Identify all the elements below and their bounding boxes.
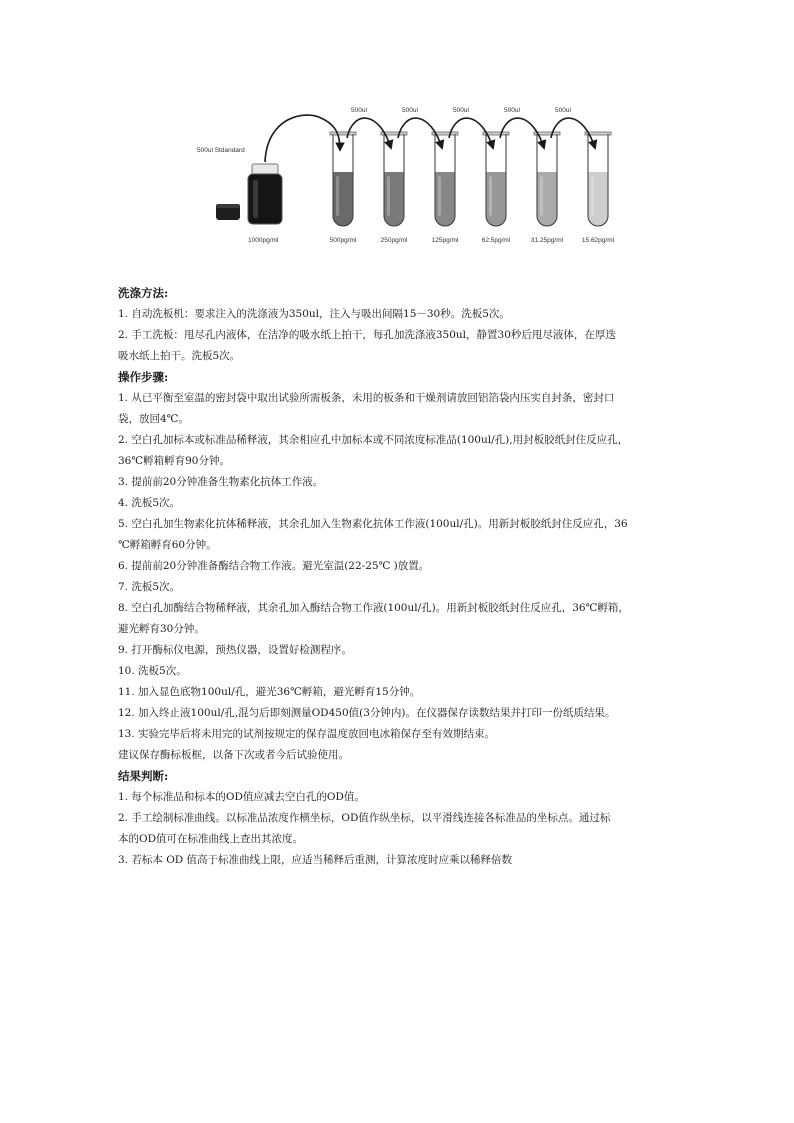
transfer-arrow xyxy=(265,115,340,162)
procedure-heading: 操作步骤: xyxy=(118,370,169,384)
dilution-tube xyxy=(483,132,509,226)
procedure-line: 7. 洗板5次。 xyxy=(118,581,181,593)
washing-section xyxy=(118,304,688,367)
washing-line: 2. 手工洗板：甩尽孔内液体，在洁净的吸水纸上拍干，每孔加洗涤液350ul，静置30秒后甩尽液体，在厚迭 xyxy=(118,329,616,341)
dilution-tube xyxy=(534,132,560,226)
procedure-line: 5. 空白孔加生物素化抗体稀释液，其余孔加入生物素化抗体工作液(100ul/孔)。用新封板胶纸封住反应孔，36 xyxy=(118,518,628,530)
dilution-tube xyxy=(432,132,458,226)
washing-line: 1. 自动洗板机：要求注入的洗涤液为350ul，注入与吸出间隔15－30秒。洗板5次。 xyxy=(118,308,510,320)
serial-dilution-figure xyxy=(188,96,615,256)
procedure-line: 3. 提前前20分钟准备生物素化抗体工作液。 xyxy=(118,476,324,488)
procedure-section xyxy=(118,388,688,766)
procedure-line: 12. 加入终止液100ul/孔,混匀后即刻测量OD450值(3分钟内)。在仪器保存读数结果并打印一份纸质结果。 xyxy=(118,707,616,719)
procedure-line: 11. 加入显色底物100ul/孔，避光36℃孵箱，避光孵育15分钟。 xyxy=(118,686,421,698)
procedure-line: 2. 空白孔加标本或标准品稀释液，其余相应孔中加标本或不同浓度标准品(100ul/孔),用封板胶纸封住反应孔， xyxy=(118,434,629,446)
procedure-line: 9. 打开酶标仪电源，预热仪器，设置好检测程序。 xyxy=(118,644,352,656)
procedure-line: 袋，放回4℃。 xyxy=(118,413,189,425)
transfer-volume-label: 500ul xyxy=(453,107,469,114)
tube-concentration-label: 31.25pg/ml xyxy=(530,237,564,244)
tube-concentration-label: 125pg/ml xyxy=(431,237,459,244)
procedure-line: 13. 实验完毕后将未用完的试剂按规定的保存温度放回电冰箱保存至有效期结束。 xyxy=(118,728,496,740)
dilution-tube xyxy=(330,132,356,226)
tube-concentration-label: 500pg/ml xyxy=(329,237,357,244)
stock-bottle xyxy=(248,164,282,224)
results-line: 1. 每个标准品和标本的OD值应减去空白孔的OD值。 xyxy=(118,791,365,803)
bottle-cap xyxy=(216,204,240,220)
results-section xyxy=(118,787,688,871)
results-line: 3. 若标本 OD 值高于标准曲线上限，应适当稀释后重测，计算浓度时应乘以稀释倍数 xyxy=(118,854,513,866)
procedure-line: 36℃孵箱孵育90分钟。 xyxy=(118,455,230,467)
transfer-volume-label: 500ul xyxy=(351,107,367,114)
tube-concentration-label: 250pg/ml xyxy=(380,237,408,244)
transfer-volume-label: 500ul xyxy=(555,107,571,114)
procedure-line: 避光孵育30分钟。 xyxy=(118,623,205,635)
procedure-line: 10. 洗板5次。 xyxy=(118,665,187,677)
stock-concentration-label: 1000pg/ml xyxy=(248,237,279,244)
procedure-line: 建议保存酶标板框，以备下次或者今后试验使用。 xyxy=(118,749,349,761)
results-heading: 结果判断: xyxy=(118,769,169,783)
stock-label: 500ul Stdandard xyxy=(197,147,245,154)
dilution-tube xyxy=(381,132,407,226)
document-body xyxy=(118,283,688,871)
tube-concentration-label: 15.62pg/ml xyxy=(581,237,615,244)
procedure-line: ℃孵箱孵育60分钟。 xyxy=(118,539,217,551)
procedure-line: 4. 洗板5次。 xyxy=(118,497,181,509)
washing-heading: 洗涤方法: xyxy=(118,286,169,300)
results-line: 2. 手工绘制标准曲线。以标准品浓度作横坐标，OD值作纵坐标，以平滑线连接各标准品的坐标点。通过标 xyxy=(118,812,611,824)
results-line: 本的OD值可在标准曲线上查出其浓度。 xyxy=(118,833,304,845)
washing-line: 吸水纸上拍干。洗板5次。 xyxy=(118,350,241,362)
procedure-line: 6. 提前前20分钟准备酶结合物工作液。避光室温(22-25℃ )放置。 xyxy=(118,560,430,572)
procedure-line: 8. 空白孔加酶结合物稀释液，其余孔加入酶结合物工作液(100ul/孔)。用新封板胶纸封住反应孔，36℃孵箱， xyxy=(118,602,629,614)
transfer-volume-label: 500ul xyxy=(402,107,418,114)
tube-concentration-label: 62.5pg/ml xyxy=(481,237,511,244)
procedure-line: 1. 从已平衡至室温的密封袋中取出试验所需板条，未用的板条和干燥剂请放回铝箔袋内压实自封条，密封口 xyxy=(118,392,615,404)
transfer-volume-label: 500ul xyxy=(504,107,520,114)
dilution-tube xyxy=(585,132,611,226)
